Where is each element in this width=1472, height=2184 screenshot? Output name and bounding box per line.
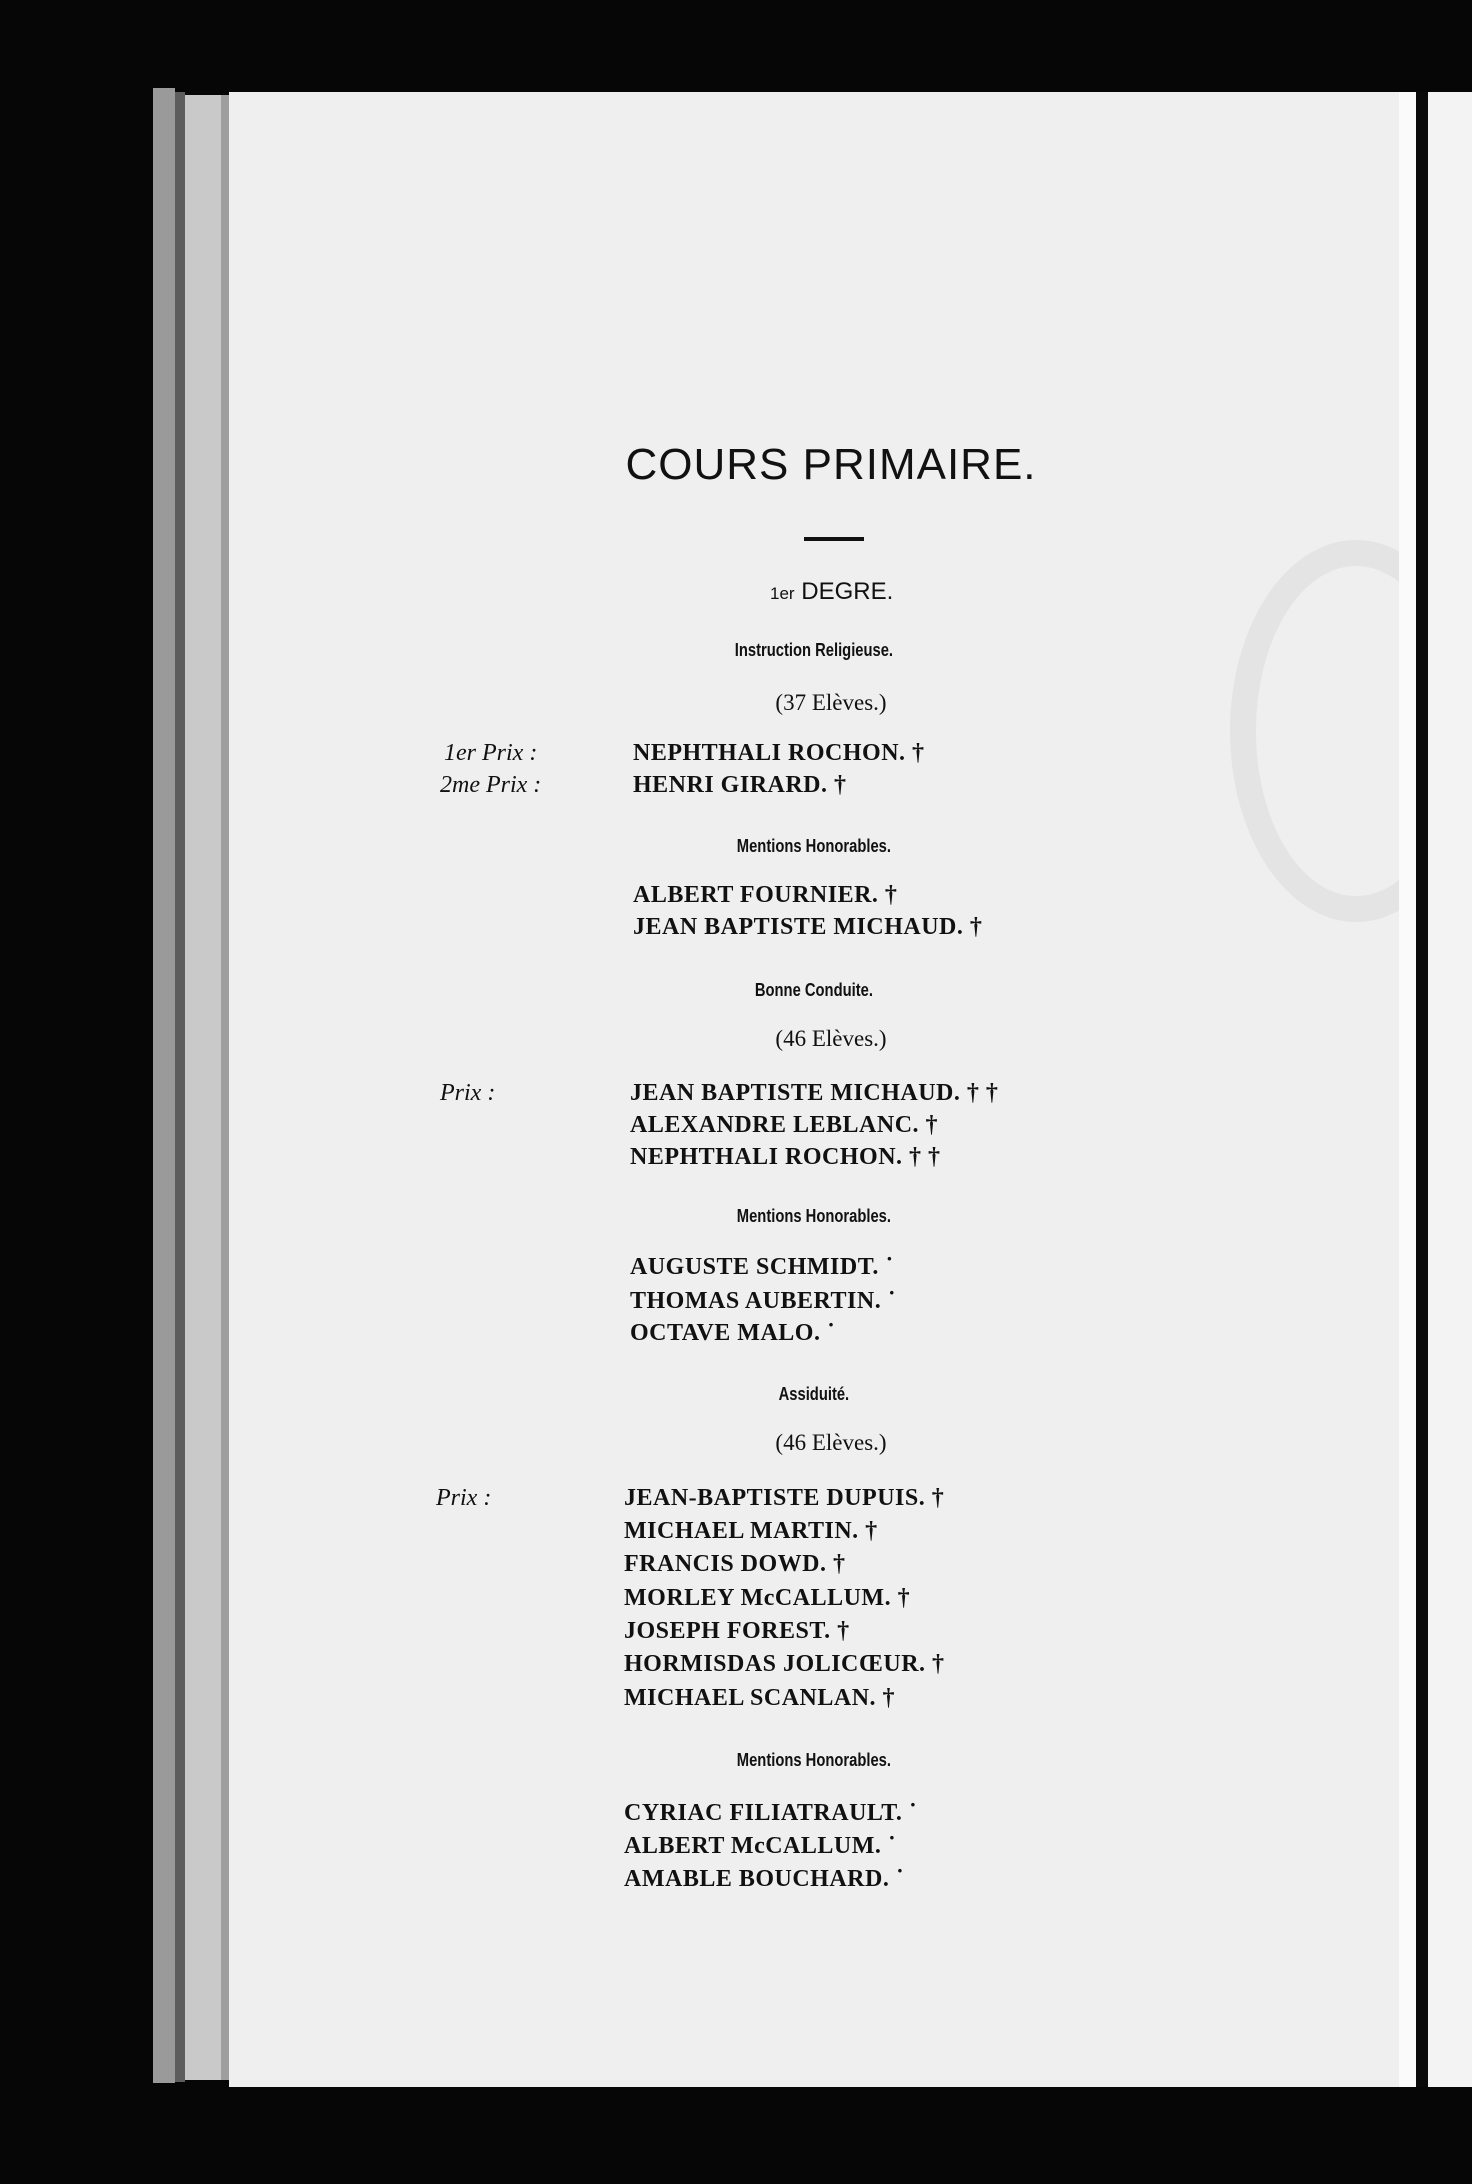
prize-label-1: 1er Prix : <box>444 740 538 766</box>
mention-name: CYRIAC FILIATRAULT. ˙ <box>624 1800 918 1826</box>
mention-name: ALBERT McCALLUM. ˙ <box>624 1833 897 1859</box>
prize-winner: NEPHTHALI ROCHON. † † <box>630 1144 941 1170</box>
page-stack <box>185 95 221 2080</box>
prize-winner: JEAN-BAPTISTE DUPUIS. † <box>624 1485 945 1511</box>
adjacent-page-strip <box>1428 92 1472 2087</box>
student-count-religion: (37 Elèves.) <box>775 690 887 715</box>
degree-heading <box>770 578 893 606</box>
prize-label: Prix : <box>436 1485 492 1511</box>
degree-word: DEGRE. <box>801 578 894 605</box>
prize-winner: MORLEY McCALLUM. † <box>624 1585 911 1611</box>
mention-name: ALBERT FOURNIER. † <box>633 882 898 908</box>
prize-winner: FRANCIS DOWD. † <box>624 1551 846 1577</box>
page-title: COURS PRIMAIRE. <box>625 440 1037 489</box>
prize-winner: MICHAEL MARTIN. † <box>624 1518 878 1544</box>
prize-label-2: 2me Prix : <box>440 772 542 798</box>
student-count-attendance: (46 Elèves.) <box>775 1430 887 1455</box>
prize-winner-2: HENRI GIRARD. † <box>633 772 847 798</box>
mention-name: OCTAVE MALO. ˙ <box>630 1320 836 1346</box>
mentions-heading-conduct: Mentions Honorables. <box>736 1206 891 1226</box>
prize-winner: MICHAEL SCANLAN. † <box>624 1685 896 1711</box>
mention-name: AUGUSTE SCHMIDT. ˙ <box>630 1254 894 1280</box>
prize-label: Prix : <box>440 1080 496 1106</box>
mentions-heading-attendance: Mentions Honorables. <box>736 1750 891 1770</box>
prize-winner: JOSEPH FOREST. † <box>624 1618 850 1644</box>
mention-name: JEAN BAPTISTE MICHAUD. † <box>633 914 983 940</box>
section-heading-religion: Instruction Religieuse. <box>734 640 894 660</box>
mention-name: AMABLE BOUCHARD. ˙ <box>624 1866 905 1892</box>
prize-winner-1: NEPHTHALI ROCHON. † <box>633 740 925 766</box>
mentions-heading-religion: Mentions Honorables. <box>736 836 891 856</box>
page-stack-inner <box>221 95 229 2080</box>
scan-border-bar <box>1416 92 1428 2087</box>
prize-winner: HORMISDAS JOLICŒUR. † <box>624 1651 945 1677</box>
page-margin-strip <box>1399 92 1416 2087</box>
section-heading-attendance: Assiduité. <box>778 1384 850 1404</box>
prize-winner: JEAN BAPTISTE MICHAUD. † † <box>630 1080 999 1106</box>
prize-winner: ALEXANDRE LEBLANC. † <box>630 1112 939 1138</box>
title-rule <box>804 537 864 541</box>
book-edge-shadow <box>175 92 185 2082</box>
student-count-conduct: (46 Elèves.) <box>775 1026 887 1051</box>
section-heading-conduct: Bonne Conduite. <box>754 980 873 1000</box>
mention-name: THOMAS AUBERTIN. ˙ <box>630 1288 897 1314</box>
book-edge <box>153 88 175 2083</box>
degree-prefix: 1er <box>770 584 795 603</box>
